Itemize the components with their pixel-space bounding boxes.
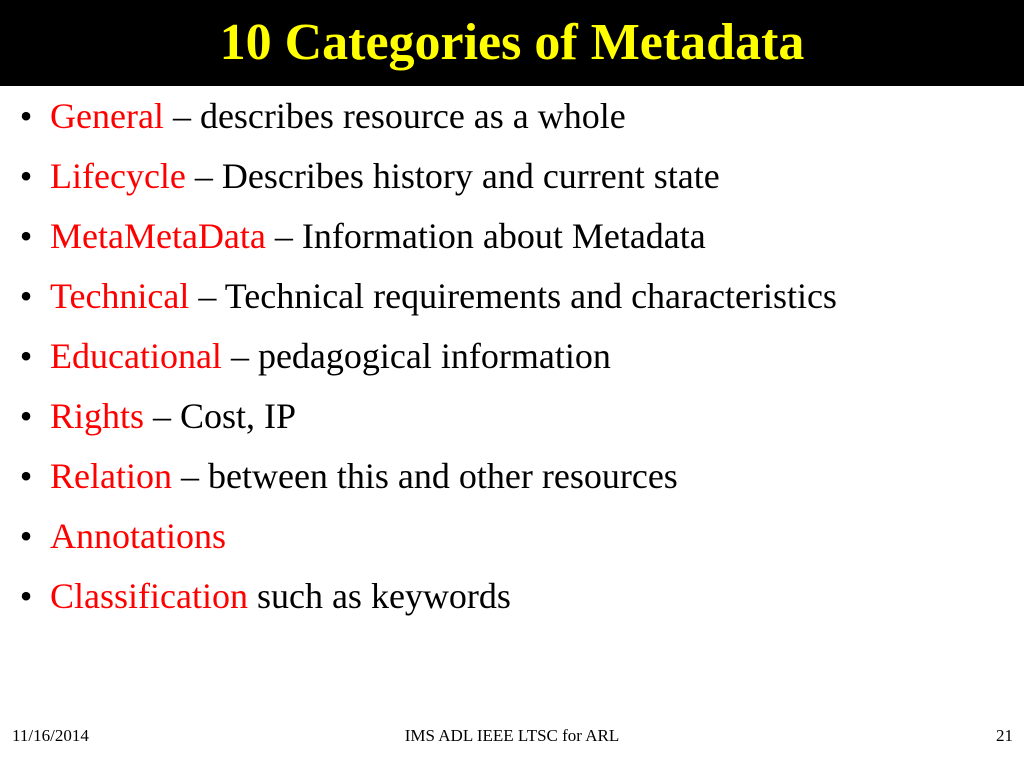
- bullet-dot: •: [19, 156, 33, 196]
- bullet-term: Technical: [50, 276, 190, 316]
- bullet-term: Relation: [50, 456, 172, 496]
- bullet-item-lifecycle: [14, 152, 1014, 201]
- bullet-item-technical: [14, 272, 1014, 321]
- bullet-separator: –: [221, 336, 258, 376]
- bullet-description: describes resource as a whole: [199, 96, 626, 136]
- bullet-separator: –: [189, 276, 225, 316]
- bullet-description: Describes history and current state: [221, 156, 720, 196]
- footer-page-number: 21: [996, 726, 1013, 745]
- bullet-list: [14, 92, 1014, 632]
- bullet-dot: •: [19, 216, 33, 256]
- footer-date: 11/16/2014: [12, 726, 89, 745]
- bullet-description: Information about Metadata: [301, 216, 706, 256]
- bullet-item-general: [14, 92, 1014, 141]
- slide-title: 10 Categories of Metadata: [219, 14, 805, 71]
- bullet-description: Technical requirements and characteristics: [224, 276, 837, 316]
- bullet-item-relation: [14, 452, 1014, 501]
- bullet-description: pedagogical information: [257, 336, 611, 376]
- bullet-separator: –: [185, 156, 222, 196]
- footer-presentation-title: IMS ADL IEEE LTSC for ARL: [404, 726, 620, 745]
- bullet-dot: •: [19, 456, 33, 496]
- bullet-description: Cost, IP: [180, 396, 297, 436]
- bullet-separator: [248, 576, 257, 616]
- bullet-item-classification: [14, 572, 1014, 621]
- bullet-separator: –: [265, 216, 302, 256]
- bullet-dot: •: [19, 336, 33, 376]
- bullet-item-rights: [14, 392, 1014, 441]
- bullet-dot: •: [19, 276, 33, 316]
- bullet-term: Educational: [50, 336, 222, 376]
- bullet-separator: –: [144, 396, 181, 436]
- title-bar: [0, 0, 1024, 86]
- bullet-term: Annotations: [50, 516, 226, 556]
- bullet-description: between this and other resources: [207, 456, 678, 496]
- bullet-dot: •: [19, 396, 33, 436]
- bullet-item-metametadata: [14, 212, 1014, 261]
- bullet-term: Classification: [50, 576, 248, 616]
- bullet-dot: •: [19, 576, 33, 616]
- bullet-term: Rights: [50, 396, 145, 436]
- bullet-term: General: [50, 96, 164, 136]
- bullet-dot: •: [19, 96, 33, 136]
- bullet-item-annotations: [14, 512, 1014, 561]
- bullet-term: Lifecycle: [50, 156, 186, 196]
- bullet-description: such as keywords: [256, 576, 511, 616]
- bullet-item-educational: [14, 332, 1014, 381]
- bullet-separator: –: [171, 456, 208, 496]
- bullet-separator: –: [163, 96, 200, 136]
- bullet-term: MetaMetaData: [50, 216, 266, 256]
- bullet-dot: •: [19, 516, 33, 556]
